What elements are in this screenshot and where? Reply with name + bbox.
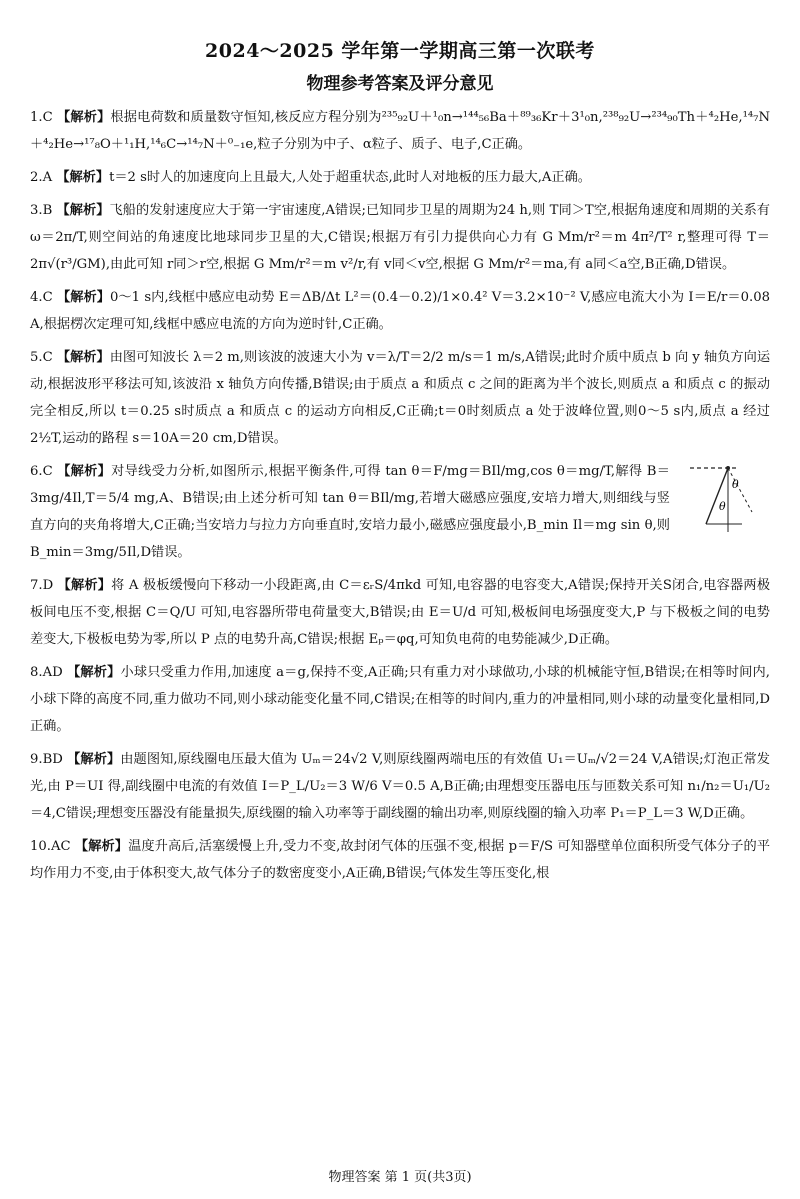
answer-item (30, 833, 770, 887)
analysis-tag: 【解析】 (56, 290, 110, 305)
answer-text: 小球只受重力作用,加速度 a＝g,保持不变,A正确;只有重力对小球做功,小球的机械能守恒,B错误;在相等时间内,小球下降的高度不同,重力做功不同,则小球动能变化量不同,C错误;在相等的时间内,重力的冲量相同,则小球的动量变化量相同,D正确。 (30, 665, 771, 734)
answer-text: 飞船的发射速度应大于第一宇宙速度,A错误;已知同步卫星的周期为24 h,则 T同＞T空,根据角速度和周期的关系有 ω＝2π/T,则空间站的角速度比地球同步卫星的大,C错误;根据万有引力提供向心力有 G Mm/r²＝m 4π²/T² r,整理可得 T＝2π√(r³/GM),由此可知 r同＞r空,根据 G Mm/r²＝m v²/r,有 v同＜v空,根据 G Mm/r²＝ma,有 a同＜a空,B正确,D错误。 (30, 203, 770, 272)
answer-item (30, 104, 770, 158)
analysis-tag: 【解析】 (56, 203, 110, 218)
answer-item (30, 164, 770, 191)
answer-number: 6.C (30, 464, 53, 479)
answer-number: 4.C (30, 290, 53, 305)
answer-number: 1.C (30, 110, 53, 125)
theta-label: θ (732, 478, 739, 491)
answer-number: 10.AC (30, 839, 71, 854)
answer-text: 将 A 极板缓慢向下移动一小段距离,由 C＝εᵣS/4πkd 可知,电容器的电容变大,A错误;保持开关S闭合,电容器两极板间电压不变,根据 C＝Q/U 可知,电容器所带电荷量变大,B错误;由 E＝U/d 可知,极板间电场强度变大,P 与下极板之间的电势差变大,下极板电势为零,所以 P 点的电势升高,C错误;根据 Eₚ＝φq,可知负电荷的电势能减少,D正确。 (30, 578, 771, 647)
answer-item (30, 197, 770, 278)
answer-number: 5.C (30, 350, 53, 365)
analysis-tag: 【解析】 (67, 665, 121, 680)
answer-text: 根据电荷数和质量数守恒知,核反应方程分别为²³⁵₉₂U＋¹₀n→¹⁴⁴₅₆Ba＋⁸⁹₃₆Kr＋3¹₀n,²³⁸₉₂U→²³⁴₉₀Th＋⁴₂He,¹⁴₇N＋⁴₂He→¹⁷₈O＋¹₁H,¹⁴₆C→¹⁴₇N＋⁰₋₁e,粒子分别为中子、α粒子、质子、电子,C正确。 (30, 110, 771, 152)
page-footer: 物理答案 第 1 页(共3页) (328, 1170, 472, 1185)
analysis-tag: 【解析】 (74, 839, 129, 854)
answer-text: 由题图知,原线圈电压最大值为 Uₘ＝24√2 V,则原线圈两端电压的有效值 U₁＝Uₘ/√2＝24 V,A错误;灯泡正常发光,由 P＝UI 得,副线圈中电流的有效值 I＝P_L/U₂＝3 W/6 V＝0.5 A,B正确;由理想变压器电压与匝数关系可知 n₁/n₂＝U₁/U₂＝4,C错误;理想变压器没有能量损失,原线圈的输入功率等于副线圈的输出功率,则原线圈的输入功率 P₁＝P_L＝3 W,D正确。 (30, 752, 770, 821)
analysis-tag: 【解析】 (56, 350, 110, 365)
analysis-tag: 【解析】 (56, 170, 110, 185)
answer-item (30, 344, 770, 452)
answer-text: 温度升高后,活塞缓慢上升,受力不变,故封闭气体的压强不变,根据 p＝F/S 可知器壁单位面积所受气体分子的平均作用力不变,由于体积变大,故气体分子的数密度变小,A正确,B错误;气体发生等压变化,根 (30, 839, 771, 881)
analysis-tag: 【解析】 (67, 752, 121, 767)
answer-item (30, 746, 770, 827)
document-subtitle: 物理参考答案及评分意见 (306, 74, 494, 94)
analysis-tag: 【解析】 (57, 110, 111, 125)
answer-number: 2.A (30, 170, 53, 185)
analysis-tag: 【解析】 (57, 464, 112, 479)
document-title: 2024～2025 学年第一学期高三第一次联考 (205, 40, 595, 62)
answer-text: t＝2 s时人的加速度向上且最大,人处于超重状态,此时人对地板的压力最大,A正确。 (109, 170, 591, 185)
answer-number: 9.BD (30, 752, 63, 767)
analysis-tag: 【解析】 (57, 578, 112, 593)
answer-item (30, 458, 770, 566)
answer-text: 由图可知波长 λ＝2 m,则该波的波速大小为 v＝λ/T＝2/2 m/s＝1 m/s,A错误;此时介质中质点 b 向 y 轴负方向运动,根据波形平移法可知,该波沿 x 轴负方向传播,B错误;由于质点 a 和质点 c 之间的距离为半个波长,则质点 a 和质点 c 的振动完全相反,所以 t＝0.25 s时质点 a 和质点 c 的运动方向相反,C正确;t＝0时刻质点 a 处于波峰位置,则0～5 s内,质点 a 经过2½T,运动的路程 s＝10A＝20 cm,D错误。 (30, 350, 771, 446)
answer-text: 对导线受力分析,如图所示,根据平衡条件,可得 tan θ＝F/mg＝BIl/mg,cos θ＝mg/T,解得 B＝3mg/4Il,T＝5/4 mg,A、B错误;由上述分析可知 tan θ＝BIl/mg,若增大磁感应强度,安培力增大,则细线与竖直方向的夹角将增大,C正确;当安培力与拉力方向垂直时,安培力最小,磁感应强度最小,B_min Il＝mg sin θ,则 B_min＝3mg/5Il,D错误。 (30, 464, 670, 560)
theta-label: θ (719, 500, 726, 513)
answer-item (30, 659, 770, 740)
answer-number: 3.B (30, 203, 53, 218)
answer-item (30, 572, 770, 653)
answer-text: 0～1 s内,线框中感应电动势 E＝ΔB/Δt L²＝(0.4－0.2)/1×0.4² V＝3.2×10⁻² V,感应电流大小为 I＝E/r＝0.08 A,根据楞次定理可知,线框中感应电流的方向为逆时针,C正确。 (30, 290, 770, 332)
answer-number: 8.AD (30, 665, 63, 680)
answers-list (30, 104, 770, 887)
answer-number: 7.D (30, 578, 54, 593)
answer-item (30, 284, 770, 338)
force-diagram-figure (680, 462, 770, 548)
